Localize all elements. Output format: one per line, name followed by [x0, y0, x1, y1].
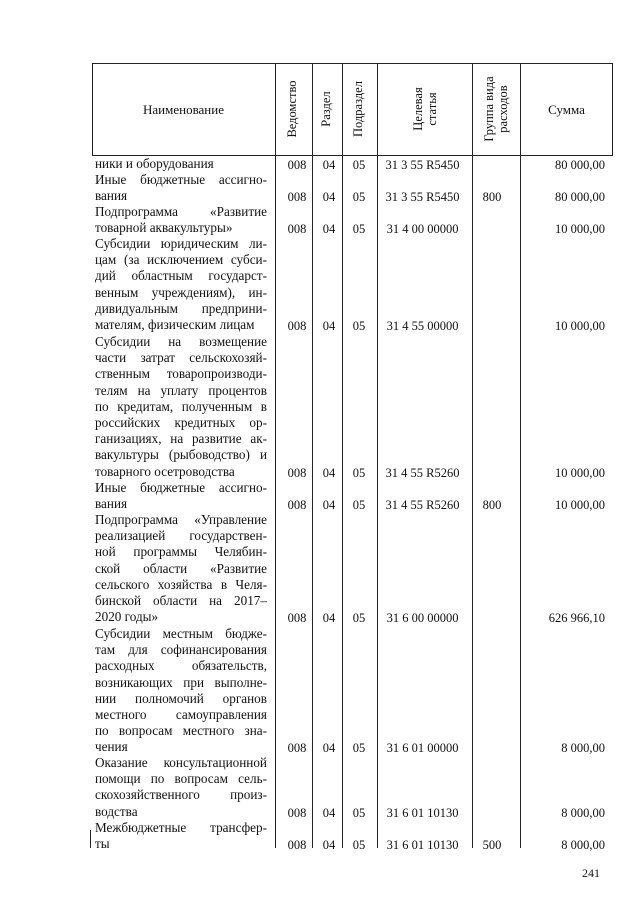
divider: [275, 63, 276, 156]
vedomstvo-cell: 008: [287, 222, 307, 237]
row-name-line: ственным товаропроизводи-: [95, 366, 267, 382]
razdel-cell: 04: [322, 158, 336, 172]
tselevaya-cell: 31 6 01 00000: [386, 741, 459, 756]
row-name-line: помощи по вопросам сель-: [95, 771, 267, 787]
row-name-line: российских кредитных ор-: [95, 414, 267, 430]
row-name-line: 2020 годы»: [95, 609, 159, 625]
vedomstvo-cell: 008: [287, 465, 307, 480]
tselevaya-cell: 31 6 00 00000: [386, 611, 459, 626]
razdel-cell: 04: [322, 190, 336, 205]
row-name-line: вания: [95, 188, 128, 204]
column-line: [90, 830, 91, 848]
row-name: [95, 204, 267, 236]
header-name: Наименование: [143, 101, 224, 117]
header-gruppa: Группа вида расходов: [482, 76, 510, 142]
row-name-line: нии полномочий органов: [95, 690, 267, 706]
podrazdel-cell: 05: [352, 319, 366, 333]
row-name-line: вакультуры (рыбоводство) и: [95, 447, 267, 463]
row-name-line: Межбюджетные трансфер-: [95, 820, 267, 835]
row-name-line: части затрат сельскохозяй-: [95, 350, 267, 366]
gruppa-cell: 800: [482, 498, 502, 513]
row-name: [95, 626, 267, 756]
header-summa: Сумма: [548, 101, 585, 117]
row-name-line: ной программы Челябин-: [95, 544, 267, 560]
summa-cell: 10 000,00: [555, 465, 605, 480]
tselevaya-cell: 31 4 55 00000: [386, 319, 459, 333]
vedomstvo-cell: 008: [287, 190, 307, 205]
divider: [342, 63, 343, 156]
row-name-line: ники и оборудования: [95, 156, 214, 171]
row-name-line: по кредитам, полученным в: [95, 398, 267, 414]
razdel-cell: 04: [322, 319, 336, 333]
row-name-line: Субсидии на возмещение: [95, 334, 267, 349]
summa-cell: 10 000,00: [555, 498, 605, 513]
summa-cell: 80 000,00: [555, 158, 605, 172]
podrazdel-cell: 05: [352, 741, 366, 756]
header-vedomstvo: Ведомство: [285, 80, 299, 138]
row-name: [95, 755, 267, 820]
row-name-line: там для софинансирования: [95, 642, 267, 658]
razdel-cell: 04: [322, 498, 336, 513]
row-name-line: возникающих при выполне-: [95, 674, 267, 690]
tselevaya-cell: 31 4 55 R5260: [385, 465, 460, 480]
row-name-line: скохозяйственного произ-: [95, 787, 267, 803]
podrazdel-cell: 05: [352, 838, 366, 853]
tselevaya-cell: 31 4 55 R5260: [385, 498, 460, 513]
column-line: [275, 156, 276, 848]
row-name-line: цам (за исключением субси-: [95, 252, 267, 268]
summa-cell: 8 000,00: [561, 838, 605, 853]
row-name-line: телям на уплату процентов: [95, 382, 267, 398]
podrazdel-cell: 05: [352, 465, 366, 480]
razdel-cell: 04: [322, 611, 336, 626]
vedomstvo-cell: 008: [287, 741, 307, 756]
razdel-cell: 04: [322, 741, 336, 756]
row-name: [95, 820, 267, 852]
tselevaya-cell: 31 6 01 10130: [386, 838, 459, 853]
row-name-line: Подпрограмма «Управление: [95, 512, 267, 527]
row-name-line: Иные бюджетные ассигно-: [95, 172, 267, 187]
divider: [312, 63, 313, 156]
row-name: [95, 236, 267, 333]
row-name-line: чения: [95, 739, 128, 755]
row-name-line: дий областным государст-: [95, 268, 267, 284]
page-number: 241: [582, 866, 600, 880]
row-name-line: венным учреждениям), ин-: [95, 284, 267, 300]
tselevaya-cell: 31 6 01 10130: [386, 805, 459, 820]
row-name: [95, 156, 267, 172]
row-name-line: Иные бюджетные ассигно-: [95, 480, 267, 495]
header-razdel: Раздел: [319, 91, 333, 127]
row-name-line: Подпрограмма «Развитие: [95, 204, 267, 219]
podrazdel-cell: 05: [352, 805, 366, 820]
row-name-line: ганизациях, на развитие ак-: [95, 431, 267, 447]
summa-cell: 10 000,00: [555, 222, 605, 237]
row-name-line: мателям, физическим лицам: [95, 316, 255, 332]
row-name-line: ской области «Развитие: [95, 560, 267, 576]
divider: [377, 63, 378, 156]
row-name: [95, 334, 267, 480]
vedomstvo-cell: 008: [287, 498, 307, 513]
podrazdel-cell: 05: [352, 190, 366, 205]
gruppa-cell: 800: [482, 190, 502, 205]
razdel-cell: 04: [322, 222, 336, 237]
row-name-line: товарного осетроводства: [95, 463, 235, 479]
summa-cell: 80 000,00: [555, 190, 605, 205]
podrazdel-cell: 05: [352, 222, 366, 237]
tselevaya-cell: 31 3 55 R5450: [385, 190, 460, 205]
row-name: [95, 512, 267, 625]
row-name-line: Субсидии местным бюдже-: [95, 626, 267, 641]
row-name-line: дивидуальным предприни-: [95, 300, 267, 316]
razdel-cell: 04: [322, 805, 336, 820]
vedomstvo-cell: 008: [287, 838, 307, 853]
row-name-line: Субсидии юридическим ли-: [95, 236, 267, 251]
vedomstvo-cell: 008: [287, 611, 307, 626]
row-name: [95, 480, 267, 512]
divider: [472, 63, 473, 156]
summa-cell: 8 000,00: [561, 805, 605, 820]
vedomstvo-cell: 008: [287, 158, 307, 172]
podrazdel-cell: 05: [352, 498, 366, 513]
gruppa-cell: 500: [482, 838, 502, 853]
row-name-line: расходных обязательств,: [95, 658, 267, 674]
row-name-line: ты: [95, 836, 110, 852]
tselevaya-cell: 31 4 00 00000: [386, 222, 459, 237]
summa-cell: 8 000,00: [561, 741, 605, 756]
row-name-line: по вопросам местного зна-: [95, 723, 267, 739]
row-name-line: водства: [95, 803, 138, 819]
vedomstvo-cell: 008: [287, 319, 307, 333]
row-name-line: сельского хозяйства в Челя-: [95, 576, 267, 592]
row-name-line: товарной аквакультуры»: [95, 220, 233, 236]
vedomstvo-cell: 008: [287, 805, 307, 820]
row-name-line: реализацией государствен-: [95, 528, 267, 544]
header-tselevaya: Целевая статья: [411, 87, 439, 131]
summa-cell: 626 966,10: [548, 611, 605, 626]
podrazdel-cell: 05: [352, 158, 366, 172]
razdel-cell: 04: [322, 465, 336, 480]
row-name-line: местного самоуправления: [95, 706, 267, 722]
row-name-line: Оказание консультационной: [95, 755, 267, 770]
header-podrazdel: Подраздел: [351, 81, 365, 137]
razdel-cell: 04: [322, 838, 336, 853]
row-name: [95, 172, 267, 204]
summa-cell: 10 000,00: [555, 319, 605, 333]
row-name-line: вания: [95, 496, 128, 512]
tselevaya-cell: 31 3 55 R5450: [385, 158, 460, 172]
row-name-line: бинской области на 2017–: [95, 592, 267, 608]
podrazdel-cell: 05: [352, 611, 366, 626]
